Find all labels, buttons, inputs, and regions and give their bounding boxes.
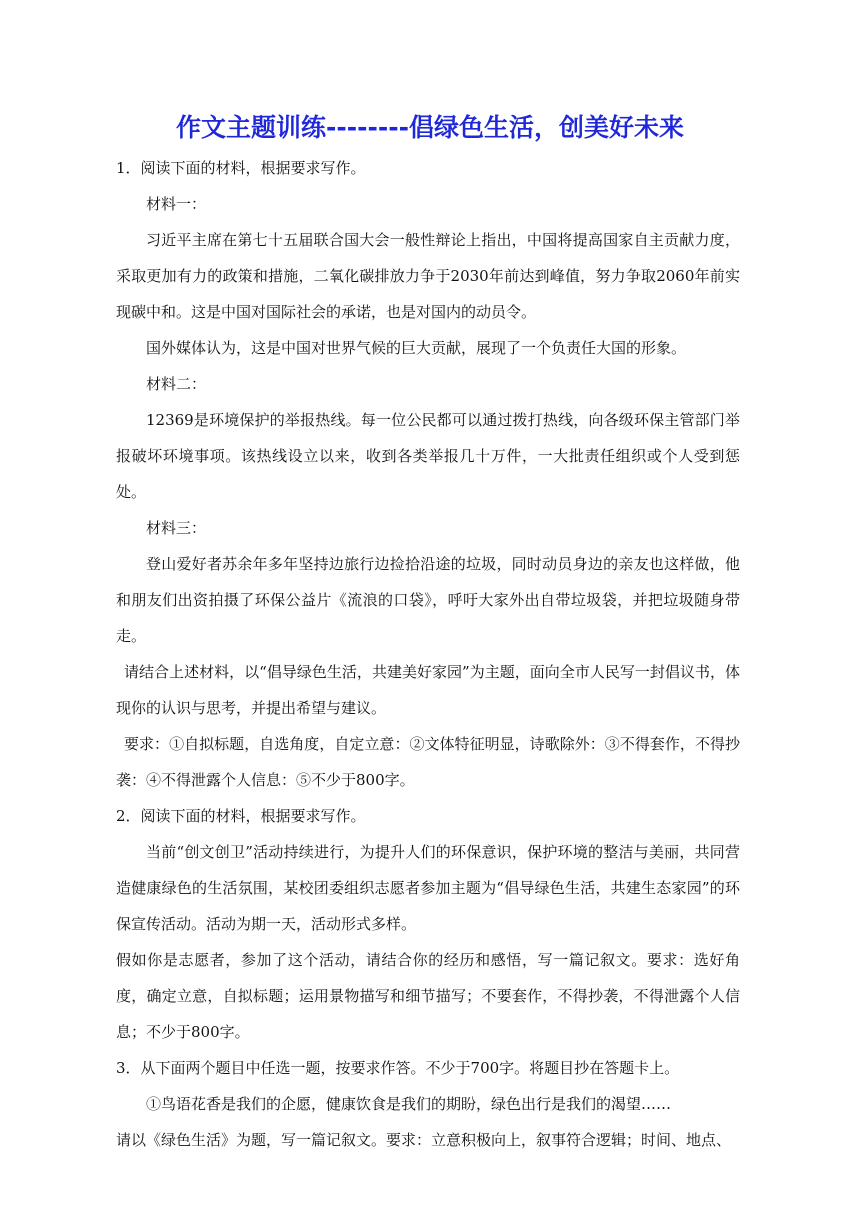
question-1-requirements: 要求：①自拟标题，自选角度，自定立意：②文体特征明显，诗歌除外：③不得套作，不得抄袭：④不得泄露个人信息：⑤不少于800字。	[116, 735, 740, 789]
material-2-heading: 材料二：	[146, 375, 207, 393]
question-1-prompt: 1．阅读下面的材料，根据要求写作。	[116, 159, 366, 177]
question-3-task: 请以《绿色生活》为题，写一篇记叙文。要求：立意积极向上，叙事符合逻辑；时间、地点、	[116, 1131, 732, 1149]
material-3-heading: 材料三：	[146, 519, 207, 537]
question-3-prompt: 3．从下面两个题目中任选一题，按要求作答。不少于700字。将题目抄在答题卡上。	[116, 1059, 680, 1077]
question-3-option-1: ①鸟语花香是我们的企愿，健康饮食是我们的期盼，绿色出行是我们的渴望……	[146, 1095, 672, 1113]
material-1-paragraph: 习近平主席在第七十五届联合国大会一般性辩论上指出，中国将提高国家自主贡献力度，采取更加有力的政策和措施，二氧化碳排放力争于2030年前达到峰值，努力争取2060年前实现碳中和。这是中国对国际社会的承诺，也是对国内的动员令。	[116, 231, 740, 321]
question-2-prompt: 2．阅读下面的材料，根据要求写作。	[116, 807, 366, 825]
material-3-paragraph: 登山爱好者苏余年多年坚持边旅行边捡拾沿途的垃圾，同时动员身边的亲友也这样做，他和朋友们出资拍摄了环保公益片《流浪的口袋》，呼吁大家外出自带垃圾袋，并把垃圾随身带走。	[116, 555, 740, 645]
document-body	[116, 150, 740, 1158]
material-2-paragraph: 12369是环境保护的举报热线。每一位公民都可以通过拨打热线，向各级环保主管部门举报破坏环境事项。该热线设立以来，收到各类举报几十万件，一大批责任组织或个人受到惩处。	[116, 411, 740, 501]
question-1-task: 请结合上述材料，以“倡导绿色生活，共建美好家园”为主题，面向全市人民写一封倡议书，体现你的认识与思考，并提出希望与建议。	[116, 663, 740, 717]
question-2-material: 当前“创文创卫”活动持续进行，为提升人们的环保意识，保护环境的整洁与美丽，共同营造健康绿色的生活氛围，某校团委组织志愿者参加主题为“倡导绿色生活，共建生态家园”的环保宣传活动。活动为期一天，活动形式多样。	[116, 843, 740, 933]
document-title: 作文主题训练--------倡绿色生活，创美好未来	[175, 113, 684, 142]
material-1-paragraph: 国外媒体认为，这是中国对世界气候的巨大贡献，展现了一个负责任大国的形象。	[146, 339, 687, 357]
question-2-task: 假如你是志愿者，参加了这个活动，请结合你的经历和感悟，写一篇记叙文。要求：选好角度，确定立意，自拟标题；运用景物描写和细节描写；不要套作，不得抄袭，不得泄露个人信息；不少于800字。	[116, 951, 740, 1041]
material-1-heading: 材料一：	[146, 195, 207, 213]
